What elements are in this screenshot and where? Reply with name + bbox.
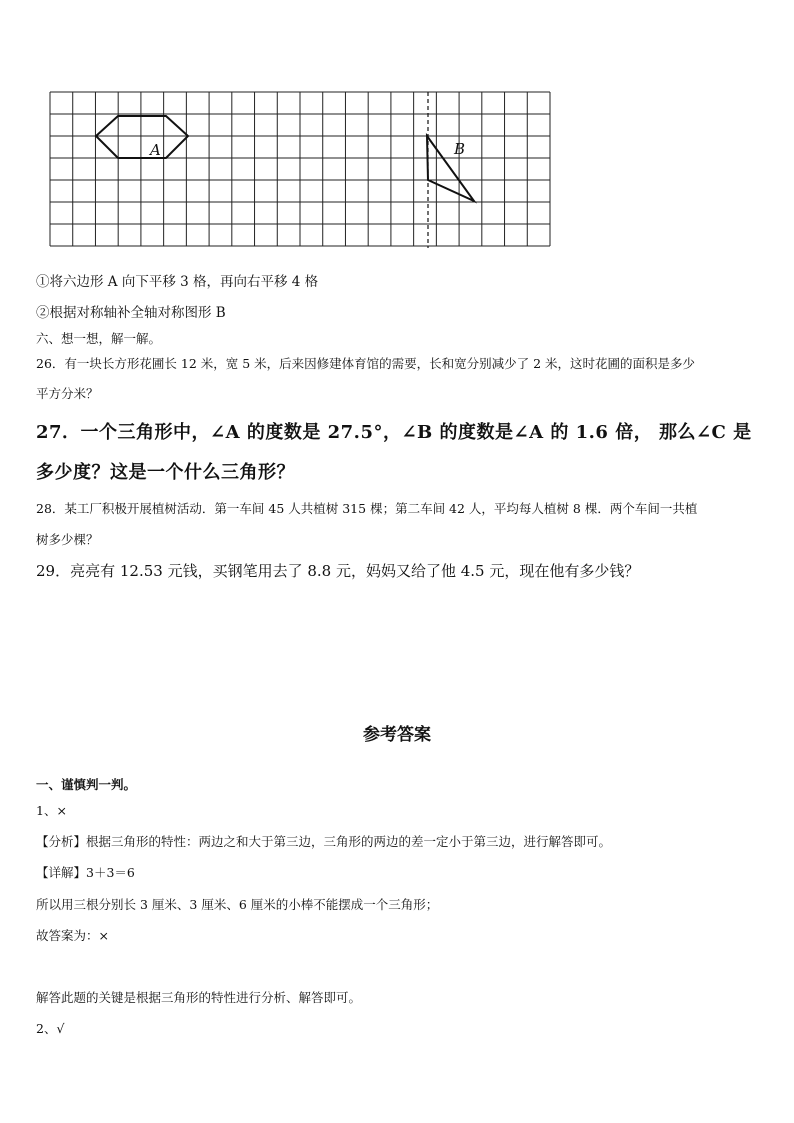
question-26-line-1: 26．有一块长方形花圃长 12 米，宽 5 米，后来因修建体育馆的需要，长和宽分别减少了 2 米，这时花圃的面积是多少	[36, 356, 696, 371]
hexagon-a	[96, 116, 188, 158]
instruction-2: ②根据对称轴补全轴对称图形 B	[36, 305, 226, 321]
answer-result: 故答案为：×	[36, 928, 109, 943]
grid-figure	[46, 88, 552, 250]
question-28-line-2: 树多少棵？	[36, 532, 99, 547]
question-27-line-2: 多少度？这是一个什么三角形？	[36, 462, 295, 483]
answer-conclusion: 所以用三根分别长 3 厘米、3 厘米、6 厘米的小棒不能摆成一个三角形；	[36, 897, 439, 912]
instruction-1: ①将六边形 A 向下平移 3 格，再向右平移 4 格	[36, 274, 319, 290]
answer-detail: 【详解】3＋3＝6	[36, 865, 135, 880]
answer-1: 1、×	[36, 803, 67, 818]
answer-key-point: 解答此题的关键是根据三角形的特性进行分析、解答即可。	[36, 990, 362, 1005]
section-6-title: 六、想一想，解一解。	[36, 331, 162, 346]
answer-section-1: 一、谨慎判一判。	[36, 777, 137, 792]
answer-2: 2、√	[36, 1021, 65, 1036]
answer-title: 参考答案	[363, 725, 431, 745]
figure-b-label: B	[454, 140, 466, 158]
hexagon-label: A	[150, 141, 161, 159]
question-29: 29．亮亮有 12.53 元钱，买钢笔用去了 8.8 元，妈妈又给了他 4.5 元，现在他有多少钱？	[36, 562, 640, 580]
half-figure-b	[427, 136, 474, 201]
question-27-line-1: 27．一个三角形中，∠A 的度数是 27.5°，∠B 的度数是∠A 的 1.6 倍， 那么∠C 是	[36, 422, 752, 443]
question-28-line-1: 28．某工厂积极开展植树活动．第一车间 45 人共植树 315 棵；第二车间 42 人，平均每人植树 8 棵．两个车间一共植	[36, 501, 698, 516]
question-26-line-2: 平方分米？	[36, 386, 99, 401]
answer-analysis: 【分析】根据三角形的特性：两边之和大于第三边，三角形的两边的差一定小于第三边，进行解答即可。	[36, 834, 612, 849]
